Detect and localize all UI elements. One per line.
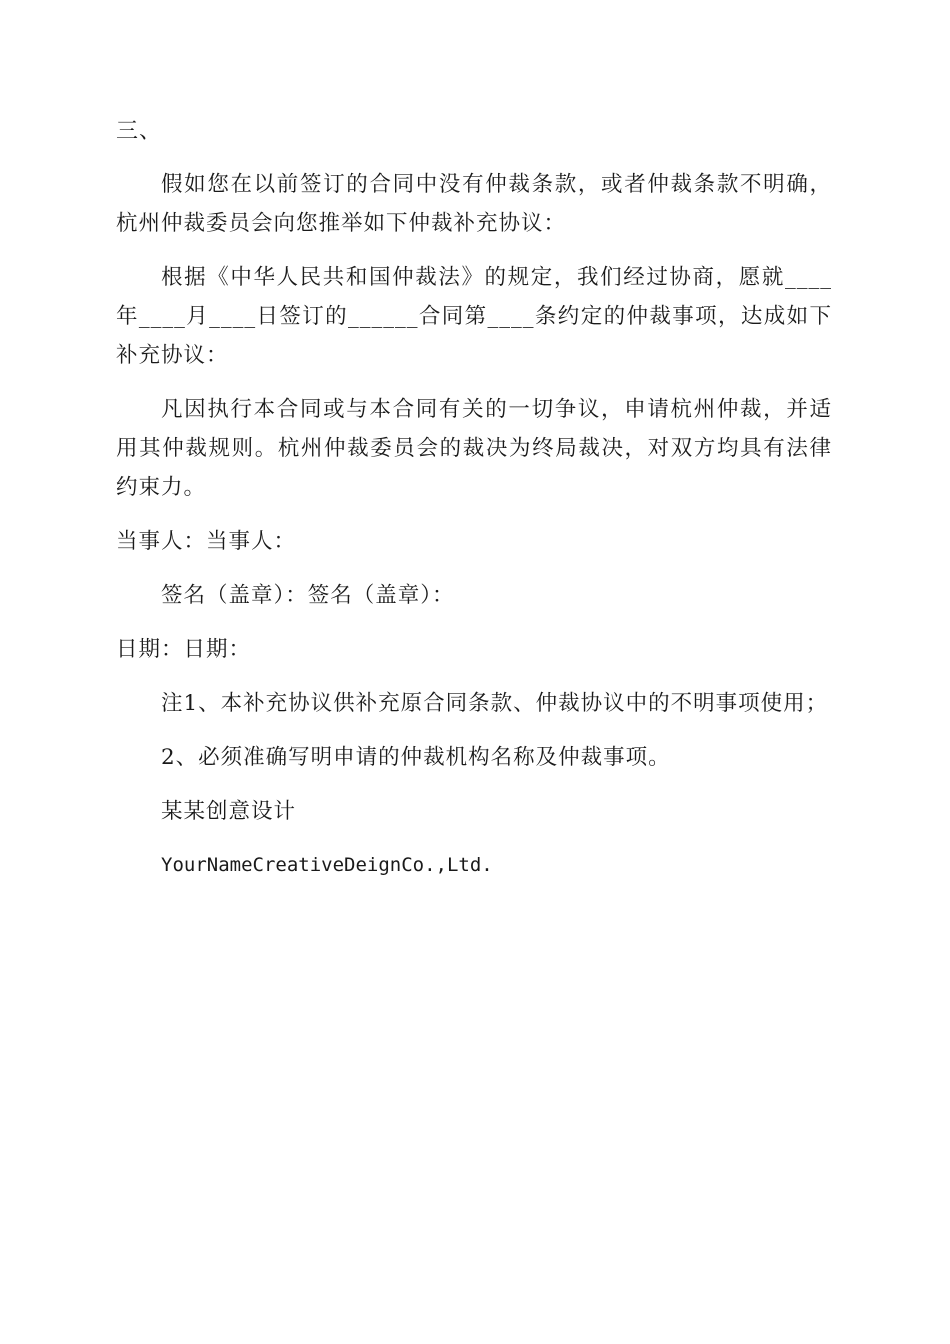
signature-line: 签名（盖章）：签名（盖章）： <box>161 583 455 608</box>
paragraph-agreement: 根据《中华人民共和国仲裁法》的规定，我们经过协商，愿就____年____月____日签订的______合同第____条约定的仲裁事项，达成如下补充协议： <box>116 265 832 368</box>
section-heading: 三、 <box>116 119 163 144</box>
company-name-cn: 某某创意设计 <box>161 799 297 824</box>
paragraph-arbitration-clause: 凡因执行本合同或与本合同有关的一切争议，申请杭州仲裁，并适用其仲裁规则。杭州仲裁委员会的裁决为终局裁决，对双方均具有法律约束力。 <box>116 397 832 500</box>
parties-line: 当事人：当事人： <box>116 529 297 554</box>
date-line: 日期：日期： <box>116 637 252 662</box>
document-page <box>116 112 832 885</box>
note-2: 2、必须准确写明申请的仲裁机构名称及仲裁事项。 <box>161 745 671 770</box>
paragraph-intro: 假如您在以前签订的合同中没有仲裁条款，或者仲裁条款不明确，杭州仲裁委员会向您推举如下仲裁补充协议： <box>116 172 832 236</box>
note-1: 注1、本补充协议供补充原合同条款、仲裁协议中的不明事项使用； <box>161 691 829 716</box>
company-name-en: YourNameCreativeDeignCo.,Ltd. <box>161 854 493 876</box>
